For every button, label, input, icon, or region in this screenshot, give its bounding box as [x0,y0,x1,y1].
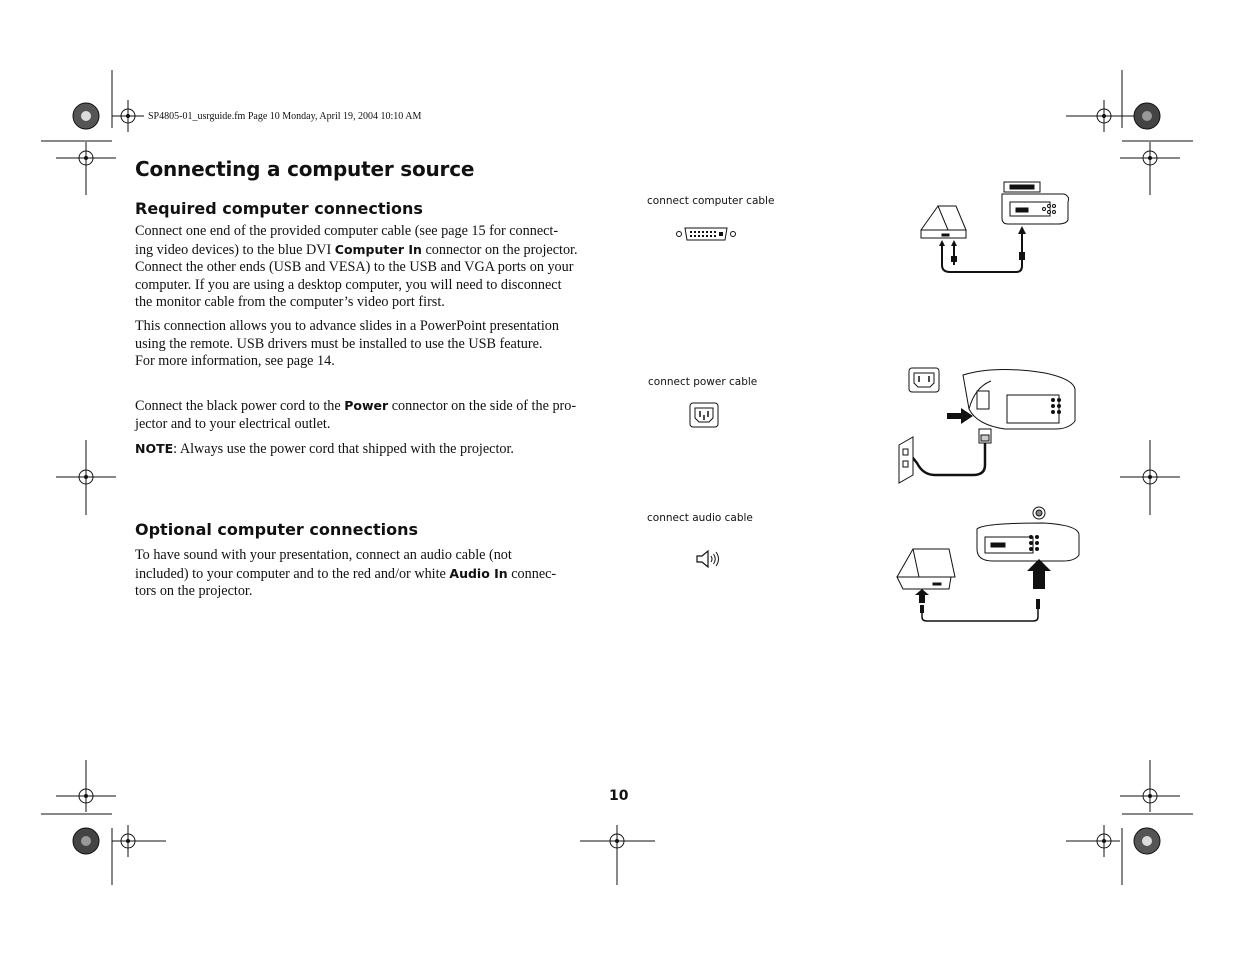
computer-connection-illustration [918,180,1088,275]
power-inlet-icon [909,368,939,392]
laptop-icon [897,549,955,589]
text-line: Connect one end of the provided computer cable (see page 15 for connect- [135,223,559,239]
power-connection-illustration [895,365,1080,483]
text-line: This connection allows you to advance slides in a PowerPoint presentation [135,318,559,334]
text-line: jector and to your electrical outlet. [135,415,331,432]
required-paragraph-2 [135,318,605,371]
note-label: NOTE [135,441,174,456]
power-label: Power [344,398,389,413]
wall-outlet-icon [899,437,913,483]
audio-connection-illustration [893,505,1083,625]
required-paragraph-1 [135,223,605,312]
audio-in-label: Audio In [449,565,508,581]
power-connector-icon [689,402,719,428]
page-title: Connecting a computer source [135,157,475,181]
text-line: included) to your computer and to the red and/or white Audio In connec- [135,565,557,582]
print-header: SP4805-01_usrguide.fm Page 10 Monday, April 19, 2004 10:10 AM [148,111,422,122]
audio-jack-icon [1033,507,1045,519]
projector-icon [977,523,1079,561]
text-line: computer. If you are using a desktop computer, you will need to disconnect [135,276,562,293]
page-number: 10 [609,788,629,804]
text-line: ing video devices) to the blue DVI Computer In connector on the projector. [135,241,578,258]
text-line: tors on the projector. [135,583,253,599]
note [135,440,605,459]
audio-cable-caption: connect audio cable [647,512,753,524]
text-line: using the remote. USB drivers must be installed to use the USB feature. [135,335,543,352]
required-paragraph-3 [135,397,605,433]
computer-in-label: Computer In [334,241,422,257]
text-line: Connect the black power cord to the Power connector on the side of the pro- [135,398,577,414]
text-line: To have sound with your presentation, connect an audio cable (not [135,547,512,563]
text-line: For more information, see page 14. [135,353,335,369]
text-line: the monitor cable from the computer’s video port first. [135,294,445,310]
computer-cable-caption: connect computer cable [647,195,775,207]
dvi-connector-icon [676,226,736,242]
required-connections-heading: Required computer connections [135,199,423,218]
optional-connections-heading: Optional computer connections [135,520,419,539]
speaker-icon [695,549,721,569]
projector-icon [963,369,1075,429]
laptop-icon [921,206,966,238]
text-line: NOTE: Always use the power cord that shipped with the projector. [135,441,514,457]
power-cable-caption: connect power cable [648,376,758,388]
projector-icon [1002,182,1069,224]
text-line: Connect the other ends (USB and VESA) to the USB and VGA ports on your [135,259,574,275]
optional-paragraph-1 [135,547,605,601]
